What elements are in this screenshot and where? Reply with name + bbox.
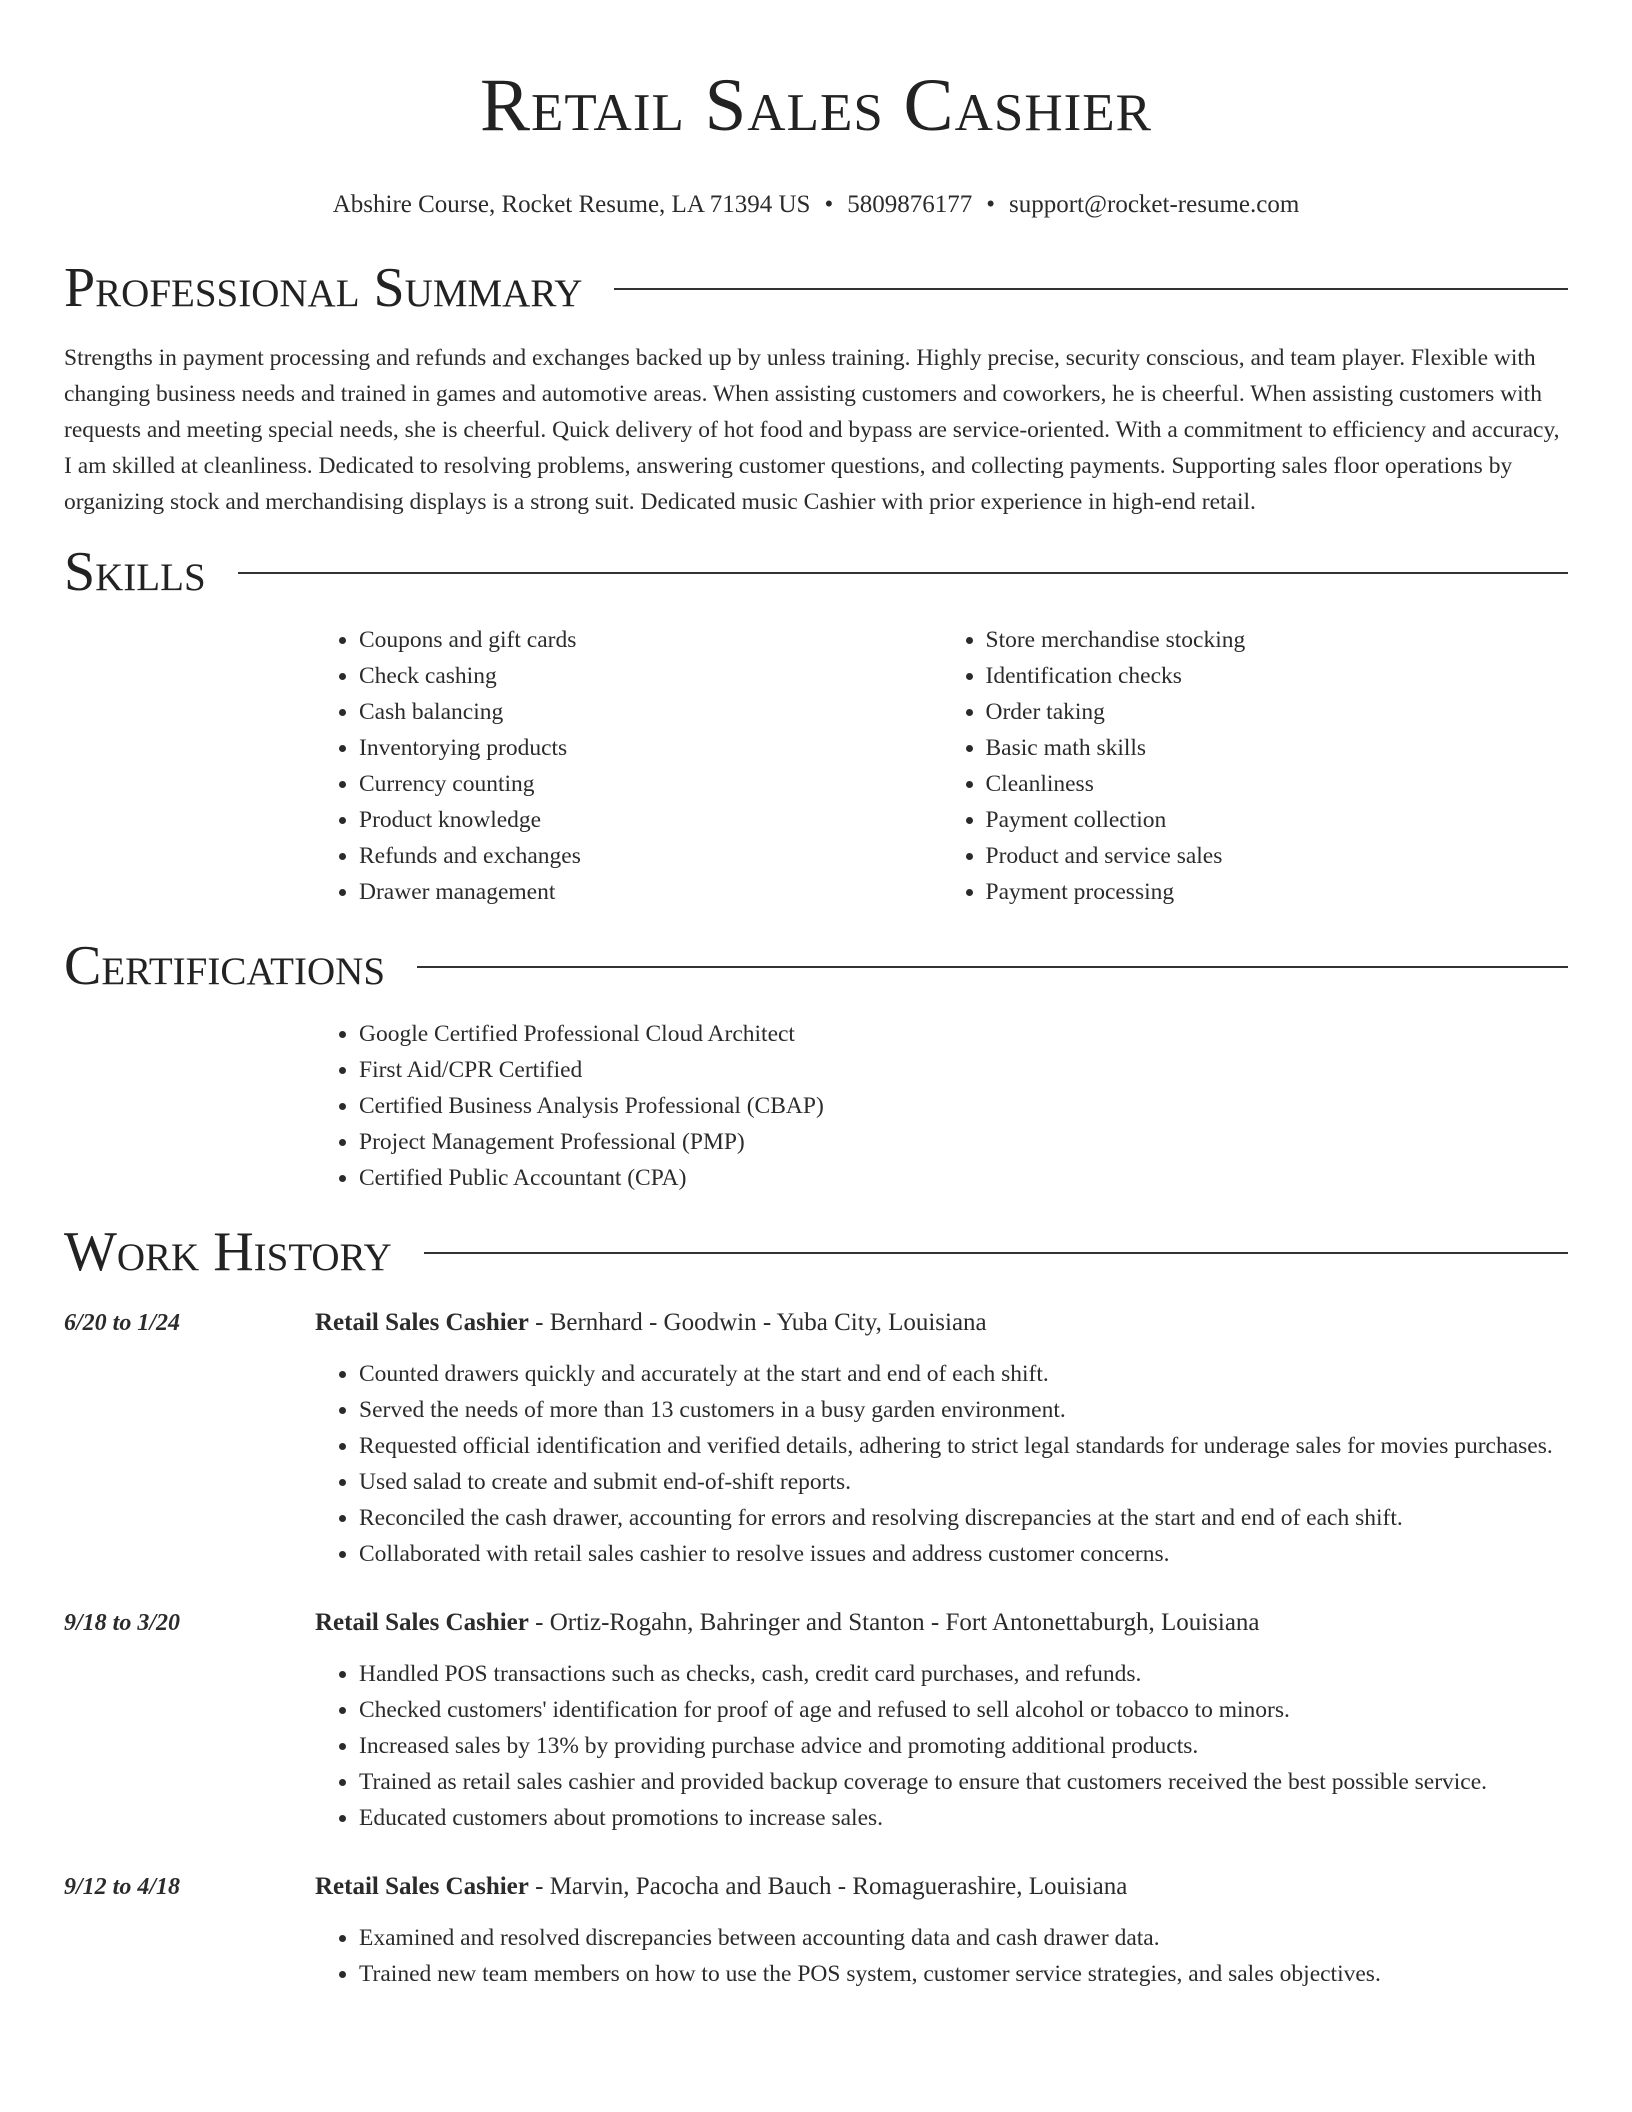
phone: 5809876177	[847, 191, 973, 218]
skills-column-left	[315, 622, 942, 910]
certifications-list	[315, 1016, 1568, 1196]
job-bullet: • Increased sales by 13% by providing purchase advice and promoting additional products.	[359, 1728, 1568, 1764]
skill-item: • Store merchandise stocking	[986, 622, 1569, 658]
skills-list	[315, 622, 1568, 910]
job-employer: - Ortiz-Rogahn, Bahringer and Stanton - Fort Antonettaburgh, Louisiana	[528, 1609, 1260, 1636]
job-employer: - Bernhard - Goodwin - Yuba City, Louisiana	[528, 1309, 987, 1336]
address: Abshire Course, Rocket Resume, LA 71394 US	[332, 191, 811, 218]
job-dates: 9/12 to 4/18	[64, 1874, 181, 1900]
job-bullets	[315, 1656, 1568, 1836]
skill-item: • Check cashing	[359, 658, 942, 694]
skill-item: • Payment processing	[986, 874, 1569, 910]
job-employer: - Marvin, Pacocha and Bauch - Romaguerashire, Louisiana	[528, 1873, 1128, 1900]
job-bullet: • Counted drawers quickly and accurately at the start and end of each shift.	[359, 1356, 1568, 1392]
section-divider	[614, 288, 1568, 290]
job-title: Retail Sales Cashier	[315, 1309, 529, 1336]
skill-item: • Coupons and gift cards	[359, 622, 942, 658]
skills-heading: Skills	[64, 541, 206, 603]
certification-item: • Certified Public Accountant (CPA)	[359, 1160, 1568, 1196]
job-title-line	[315, 1870, 1568, 1904]
skill-item: • Payment collection	[986, 802, 1569, 838]
job-bullet: • Used salad to create and submit end-of-shift reports.	[359, 1464, 1568, 1500]
job-entry	[64, 1606, 1568, 1836]
job-title-line	[315, 1606, 1568, 1640]
skill-item: • Product and service sales	[986, 838, 1569, 874]
section-divider	[417, 966, 1568, 968]
job-title: Retail Sales Cashier	[315, 1873, 529, 1900]
job-body	[315, 1870, 1568, 1992]
skill-item: • Currency counting	[359, 766, 942, 802]
skill-item: • Identification checks	[986, 658, 1569, 694]
section-divider	[238, 572, 1568, 574]
job-bullets	[315, 1920, 1568, 1992]
job-bullet: • Checked customers' identification for proof of age and refused to sell alcohol or tobacco to minors.	[359, 1692, 1568, 1728]
skills-column-right	[942, 622, 1569, 910]
email: support@rocket-resume.com	[1008, 191, 1300, 218]
job-dates: 6/20 to 1/24	[64, 1310, 181, 1336]
certification-item: • Google Certified Professional Cloud Architect	[359, 1016, 1568, 1052]
certification-item: • First Aid/CPR Certified	[359, 1052, 1568, 1088]
resume-name: Retail Sales Cashier	[480, 64, 1152, 147]
job-dates: 9/18 to 3/20	[64, 1610, 181, 1636]
summary-section-header	[64, 256, 1568, 320]
work-history-section-header	[64, 1220, 1568, 1284]
separator: •	[986, 191, 995, 218]
skill-item: • Order taking	[986, 694, 1569, 730]
separator: •	[824, 191, 834, 218]
job-bullet: • Reconciled the cash drawer, accounting for errors and resolving discrepancies at the start and end of each shift.	[359, 1500, 1568, 1536]
job-bullet: • Served the needs of more than 13 customers in a busy garden environment.	[359, 1392, 1568, 1428]
job-title-line	[315, 1306, 1568, 1340]
contact-line	[64, 190, 1568, 220]
section-divider	[424, 1252, 1568, 1254]
job-bullet: • Handled POS transactions such as checks, cash, credit card purchases, and refunds.	[359, 1656, 1568, 1692]
job-bullet: • Educated customers about promotions to increase sales.	[359, 1800, 1568, 1836]
certification-item: • Project Management Professional (PMP)	[359, 1124, 1568, 1160]
skill-item: • Inventorying products	[359, 730, 942, 766]
job-body	[315, 1606, 1568, 1836]
job-bullet: • Trained new team members on how to use the POS system, customer service strategies, and sales objectives.	[359, 1956, 1568, 1992]
skill-item: • Basic math skills	[986, 730, 1569, 766]
job-entry	[64, 1870, 1568, 1992]
job-bullet: • Examined and resolved discrepancies between accounting data and cash drawer data.	[359, 1920, 1568, 1956]
skill-item: • Drawer management	[359, 874, 942, 910]
job-bullet: • Collaborated with retail sales cashier to resolve issues and address customer concerns.	[359, 1536, 1568, 1572]
work-history-heading: Work History	[64, 1221, 392, 1283]
job-bullet: • Requested official identification and verified details, adhering to strict legal standards for underage sales for movies purchases.	[359, 1428, 1568, 1464]
certifications-section-header	[64, 934, 1568, 998]
certifications-heading: Certifications	[64, 935, 386, 997]
skill-item: • Product knowledge	[359, 802, 942, 838]
job-title: Retail Sales Cashier	[315, 1609, 529, 1636]
skill-item: • Cash balancing	[359, 694, 942, 730]
job-entry	[64, 1306, 1568, 1572]
skill-item: • Refunds and exchanges	[359, 838, 942, 874]
job-bullets	[315, 1356, 1568, 1572]
summary-heading: Professional Summary	[64, 257, 583, 319]
certification-item: • Certified Business Analysis Professional (CBAP)	[359, 1088, 1568, 1124]
job-bullet: • Trained as retail sales cashier and provided backup coverage to ensure that customers received the best possible service.	[359, 1764, 1568, 1800]
skills-section-header	[64, 540, 1568, 604]
summary-text: Strengths in payment processing and refunds and exchanges backed up by unless training. Highly precise, security conscious, and team player. Flexible with changing business needs and trained in games and automotive areas. When assisting customers and coworkers, he is cheerful. When assisting customers with requests and meeting special needs, she is cheerful. Quick delivery of hot food and bypass are service-oriented. With a commitment to efficiency and accuracy, I am skilled at cleanliness. Dedicated to resolving problems, answering customer questions, and collecting payments. Supporting sales floor operations by organizing stock and merchandising displays is a strong suit. Dedicated music Cashier with prior experience in high-end retail.	[64, 345, 1560, 515]
skill-item: • Cleanliness	[986, 766, 1569, 802]
job-body	[315, 1306, 1568, 1572]
